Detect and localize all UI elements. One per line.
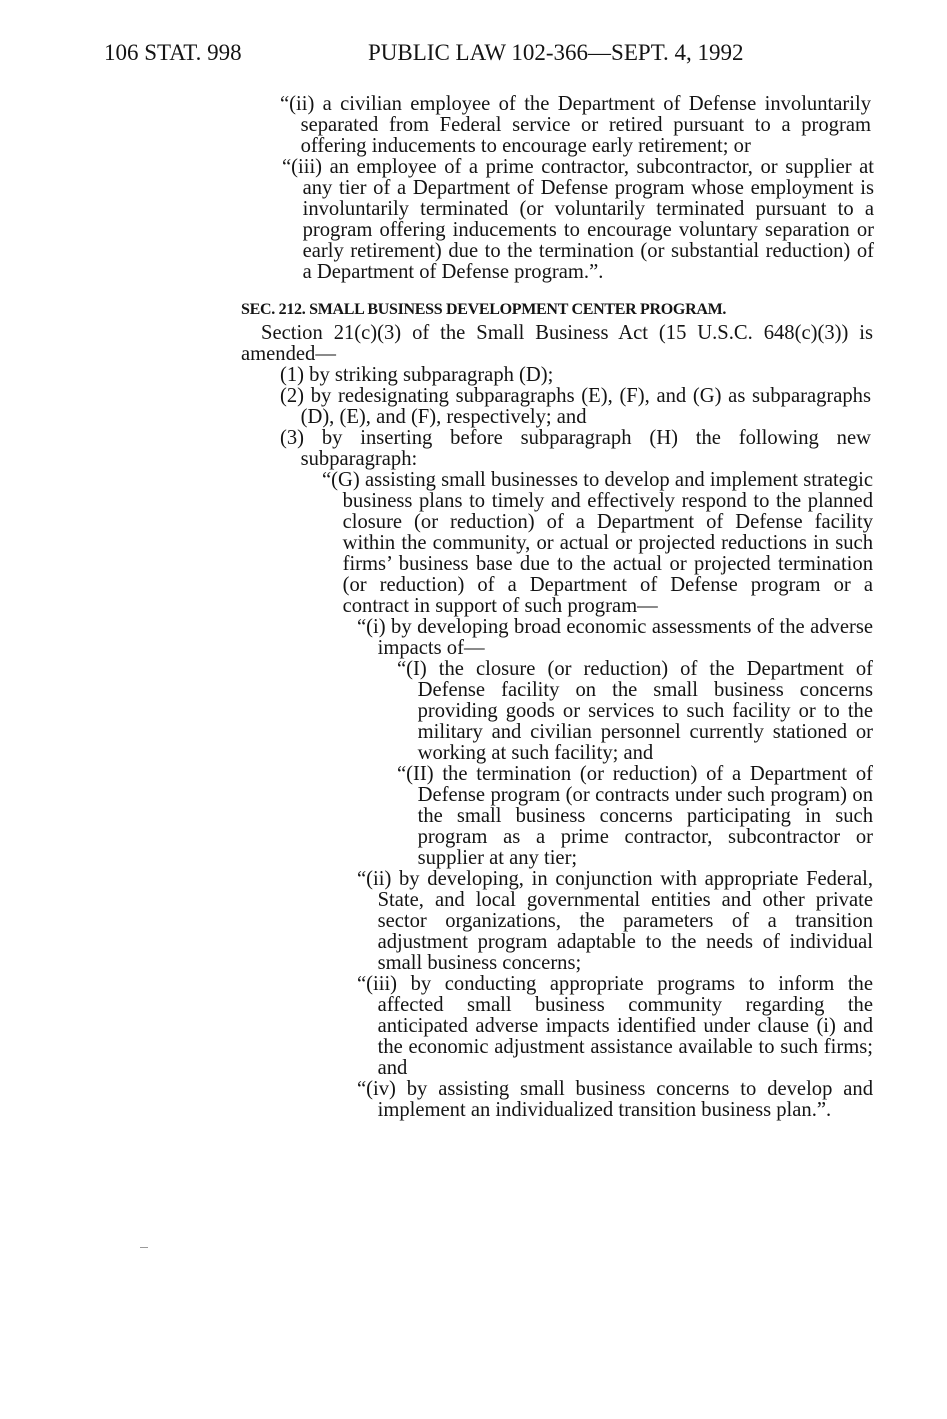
amendment-item-2: (2) by redesignating subparagraphs (E), (F), and (G) as subparagraphs (D), (E), and (F), respectively; and <box>280 385 871 428</box>
clause-iii: “(iii) by conducting appropriate programs to inform the affected small business community regarding the anticipated adverse impacts identified under clause (i) and the economic adjustment assistance available to such firms; and <box>357 973 873 1079</box>
clause-ii: “(ii) by developing, in conjunction with appropriate Federal, State, and local governmental entities and other private sector organizations, the parameters of a transition adjustment program adaptable to the needs of individual small business concerns; <box>357 868 873 974</box>
amendment-item-1: (1) by striking subparagraph (D); <box>280 364 554 386</box>
section-heading: SEC. 212. SMALL BUSINESS DEVELOPMENT CENTER PROGRAM. <box>241 301 727 318</box>
subparagraph-g: “(G) assisting small businesses to develop and implement strategic business plans to timely and effectively respond to the planned closure (or reduction) of a Department of Defense facility within the community, or actual or projected reductions in such firms’ business base due to the actual or projected termination (or reduction) of a Department of Defense program or a contract in support of such program— <box>322 469 873 617</box>
scan-speck <box>140 1247 148 1248</box>
clause-i: “(i) by developing broad economic assessments of the adverse impacts of— <box>357 616 873 659</box>
paragraph-ii-civilian-employee: “(ii) a civilian employee of the Department of Defense involuntarily separated from Federal service or retired pursuant to a program offering inducements to encourage early retirement; or <box>280 93 871 157</box>
amendment-item-3: (3) by inserting before subparagraph (H) the following new subparagraph: <box>280 427 871 470</box>
page-header <box>0 40 947 76</box>
page-body <box>0 94 947 1121</box>
subclause-II: “(II) the termination (or reduction) of a Department of Defense program (or contracts under such program) on the small business concerns participating in such program as a prime contractor, subcontractor or supplier at any tier; <box>397 763 873 869</box>
stat-page-number: 106 STAT. 998 <box>104 40 242 65</box>
paragraph-iii-contractor-employee: “(iii) an employee of a prime contractor, subcontractor, or supplier at any tier of a Department of Defense program whose employment is involuntarily terminated (or voluntarily terminated pursuant to a program offering inducements to encourage voluntary separation or early retirement) due to the termination (or substantial reduction) of a Department of Defense program.”. <box>282 156 874 283</box>
subclause-I: “(I) the closure (or reduction) of the Department of Defense facility on the small business concerns providing goods or services to such facility or to the military and civilian personnel currently stationed or working at such facility; and <box>397 658 873 764</box>
public-law-date: PUBLIC LAW 102-366—SEPT. 4, 1992 <box>368 40 744 65</box>
clause-iv: “(iv) by assisting small business concerns to develop and implement an individualized transition business plan.”. <box>357 1078 873 1121</box>
section-intro: Section 21(c)(3) of the Small Business Act (15 U.S.C. 648(c)(3)) is amended— <box>241 322 873 365</box>
